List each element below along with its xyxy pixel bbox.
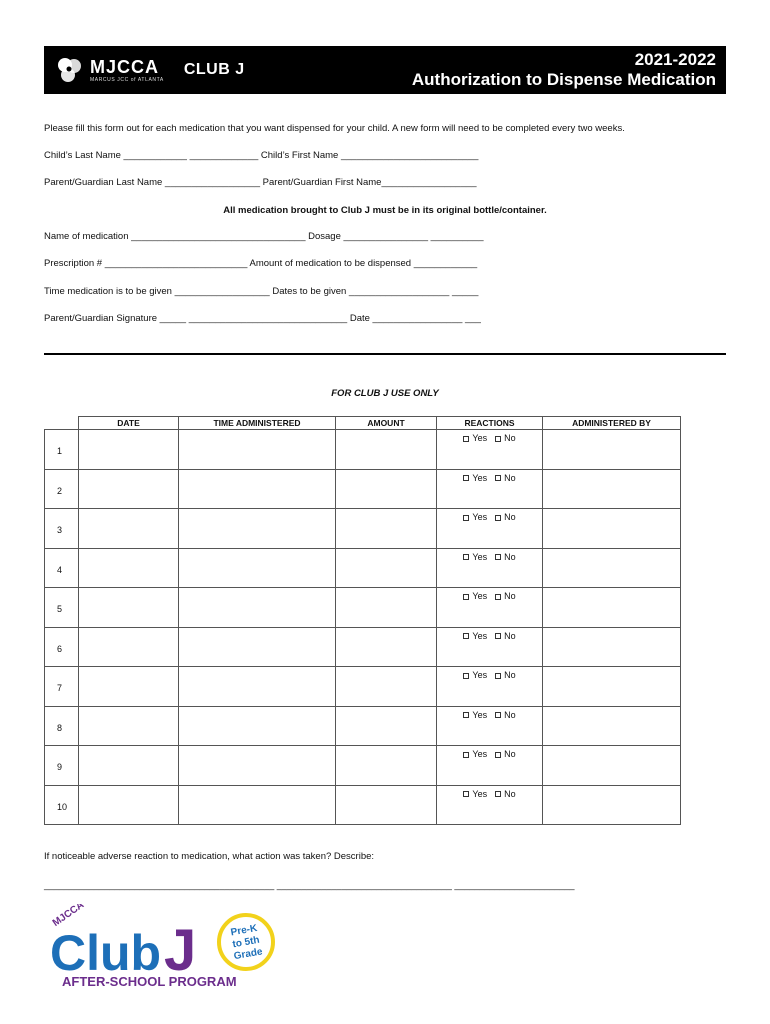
reaction-no-label: No [504,433,516,443]
checkbox-icon[interactable] [495,712,501,718]
checkbox-icon[interactable] [463,436,469,442]
reaction-yes-option[interactable] [463,631,487,641]
administered-by-cell[interactable] [543,746,681,786]
administered-by-cell[interactable] [543,785,681,825]
administered-by-cell[interactable] [543,509,681,549]
column-header [45,417,79,430]
reaction-no-option[interactable] [495,512,516,522]
reaction-no-option[interactable] [495,591,516,601]
table-row [45,667,681,707]
reaction-yes-option[interactable] [463,749,487,759]
logo-club-text: Club [50,925,162,981]
reaction-yes-option[interactable] [463,591,487,601]
table-row [45,746,681,786]
reaction-no-label: No [504,551,516,562]
administered-by-cell[interactable] [543,627,681,667]
signature-date-fields[interactable]: Parent/Guardian Signature _____ ______________________________ Date _________________ ___ [44,313,481,324]
time-administered-cell[interactable] [179,548,336,588]
amount-cell[interactable] [336,430,437,470]
form-header [44,46,726,94]
time-administered-cell[interactable] [179,706,336,746]
checkbox-icon[interactable] [463,515,469,521]
table-row [45,706,681,746]
table-header-row [45,417,681,430]
reactions-cell [437,667,543,707]
column-header-amount: AMOUNT [336,417,437,430]
time-administered-cell[interactable] [179,430,336,470]
badge-line-3: Grade [232,946,264,963]
row-number: 3 [57,525,63,535]
reaction-no-option[interactable] [495,789,516,799]
reaction-yes-label: Yes [472,630,488,641]
form-title: Authorization to Dispense Medication [411,70,716,89]
checkbox-icon[interactable] [463,673,469,679]
reaction-no-option[interactable] [495,552,516,562]
row-number-cell [45,509,79,549]
administered-by-cell[interactable] [543,548,681,588]
date-cell[interactable] [79,548,179,588]
adverse-reaction-prompt: If noticeable adverse reaction to medication, what action was taken? Describe: [44,851,375,862]
date-cell[interactable] [79,588,179,628]
checkbox-icon[interactable] [495,633,501,639]
time-administered-cell[interactable] [179,667,336,707]
row-number-cell [45,469,79,509]
reaction-no-option[interactable] [495,749,516,759]
reactions-cell [437,588,543,628]
parent-name-fields[interactable]: Parent/Guardian Last Name __________________ Parent/Guardian First Name__________________ [44,177,477,188]
row-number: 8 [57,722,63,733]
reaction-no-label: No [504,512,516,522]
column-header-time: TIME ADMINISTERED [179,417,336,430]
checkbox-icon[interactable] [495,515,501,521]
administered-by-cell[interactable] [543,706,681,746]
reaction-yes-option[interactable] [463,473,487,483]
row-number-cell [45,588,79,628]
medication-dosage-fields[interactable]: Name of medication _________________________________ Dosage ________________ __________ [44,231,484,242]
badge-line-2: to 5th [231,934,261,951]
time-administered-cell[interactable] [179,785,336,825]
reaction-yes-label: Yes [472,433,488,443]
checkbox-icon[interactable] [463,554,469,560]
column-header-reactions: REACTIONS [437,417,543,430]
checkbox-icon[interactable] [495,594,501,600]
time-administered-cell[interactable] [179,509,336,549]
checkbox-icon[interactable] [495,791,501,797]
form-year: 2021-2022 [634,50,716,70]
checkbox-icon[interactable] [463,475,469,481]
amount-cell[interactable] [336,667,437,707]
reactions-cell [437,548,543,588]
amount-cell[interactable] [336,785,437,825]
row-number-cell [45,667,79,707]
logo-org-text: MJCCA [50,904,87,929]
mjcca-logo-icon [54,55,84,85]
reaction-yes-label: Yes [472,512,488,522]
adverse-reaction-line[interactable]: ______________________________________________ ___________________________________ ________________________ [44,880,575,890]
time-administered-cell[interactable] [179,469,336,509]
reaction-no-option[interactable] [495,433,516,443]
administered-by-cell[interactable] [543,430,681,470]
table-row [45,627,681,667]
club-use-heading: FOR CLUB J USE ONLY [331,388,439,399]
club-j-logo [46,904,286,994]
checkbox-icon[interactable] [495,752,501,758]
date-cell[interactable] [79,706,179,746]
child-name-fields[interactable]: Child’s Last Name ____________ _____________ Child’s First Name __________________________ [44,150,479,161]
org-name: MJCCA [90,56,160,77]
reaction-no-label: No [504,788,516,799]
date-cell[interactable] [79,430,179,470]
date-cell[interactable] [79,746,179,786]
org-subtitle: MARCUS JCC of ATLANTA [90,76,164,83]
logo-j-text: J [164,918,197,983]
prescription-amount-fields[interactable]: Prescription # ___________________________ Amount of medication to be dispensed ____________ [44,258,478,269]
amount-cell[interactable] [336,509,437,549]
checkbox-icon[interactable] [495,673,501,679]
row-number-cell [45,746,79,786]
administered-by-cell[interactable] [543,667,681,707]
amount-cell[interactable] [336,627,437,667]
reaction-no-label: No [504,749,516,759]
reaction-no-label: No [504,709,516,720]
reactions-cell [437,706,543,746]
checkbox-icon[interactable] [463,712,469,718]
reaction-no-option[interactable] [495,710,516,720]
amount-cell[interactable] [336,588,437,628]
checkbox-icon[interactable] [463,791,469,797]
amount-cell[interactable] [336,706,437,746]
reaction-yes-option[interactable] [463,433,487,443]
amount-cell[interactable] [336,746,437,786]
badge-line-1: Pre-K [229,922,259,939]
reactions-cell [437,627,543,667]
reaction-no-label: No [504,472,516,483]
administered-by-cell[interactable] [543,469,681,509]
row-number-cell [45,706,79,746]
reaction-yes-label: Yes [472,670,488,680]
reactions-cell [437,469,543,509]
row-number: 7 [57,683,63,693]
date-cell[interactable] [79,785,179,825]
row-number-cell [45,627,79,667]
checkbox-icon[interactable] [495,475,501,481]
checkbox-icon[interactable] [495,554,501,560]
reactions-cell [437,430,543,470]
column-header-date: DATE [79,417,179,430]
date-cell[interactable] [79,509,179,549]
amount-cell[interactable] [336,469,437,509]
reactions-cell [437,785,543,825]
logo-tagline: AFTER-SCHOOL PROGRAM [62,974,237,989]
container-notice: All medication brought to Club J must be in its original bottle/container. [223,205,547,216]
column-header-administered-by: ADMINISTERED BY [543,417,681,430]
row-number: 5 [57,604,63,614]
reactions-cell [437,509,543,549]
row-number: 2 [57,485,63,496]
reaction-no-option[interactable] [495,670,516,680]
row-number-cell [45,785,79,825]
checkbox-icon[interactable] [495,436,501,442]
time-administered-cell[interactable] [179,746,336,786]
row-number: 1 [57,446,63,456]
reaction-yes-option[interactable] [463,512,487,522]
table-row [45,509,681,549]
table-row [45,785,681,825]
time-administered-cell[interactable] [179,627,336,667]
checkbox-icon[interactable] [463,594,469,600]
reaction-yes-option[interactable] [463,670,487,680]
reaction-no-option[interactable] [495,473,516,483]
intro-text: Please fill this form out for each medication that you want dispensed for your child. A new form will need to be completed every two weeks. [44,123,625,134]
reaction-yes-label: Yes [472,551,488,562]
reaction-yes-label: Yes [472,591,488,601]
row-number-cell [45,430,79,470]
checkbox-icon[interactable] [463,752,469,758]
table-row [45,548,681,588]
checkbox-icon[interactable] [463,633,469,639]
reaction-no-label: No [504,670,516,680]
medication-log-table [44,416,681,825]
row-number: 9 [57,762,63,772]
row-number-cell [45,548,79,588]
section-divider [44,353,726,355]
date-cell[interactable] [79,667,179,707]
row-number: 10 [57,801,68,812]
time-administered-cell[interactable] [179,588,336,628]
reaction-yes-label: Yes [472,472,488,483]
table-row [45,430,681,470]
reaction-no-label: No [504,630,516,641]
date-cell[interactable] [79,469,179,509]
date-cell[interactable] [79,627,179,667]
reaction-yes-option[interactable] [463,710,487,720]
mjcca-brand [54,55,245,85]
reaction-no-option[interactable] [495,631,516,641]
administered-by-cell[interactable] [543,588,681,628]
row-number: 6 [57,643,63,654]
amount-cell[interactable] [336,548,437,588]
reaction-yes-label: Yes [472,709,488,720]
row-number: 4 [57,564,63,575]
program-name: CLUB J [183,61,245,78]
reactions-cell [437,746,543,786]
reaction-no-label: No [504,591,516,601]
time-dates-fields[interactable]: Time medication is to be given __________________ Dates to be given ___________________ _____ [44,286,479,297]
table-row [45,588,681,628]
table-row [45,469,681,509]
reaction-yes-option[interactable] [463,552,487,562]
reaction-yes-label: Yes [472,749,488,759]
reaction-yes-option[interactable] [463,789,487,799]
reaction-yes-label: Yes [472,788,488,799]
